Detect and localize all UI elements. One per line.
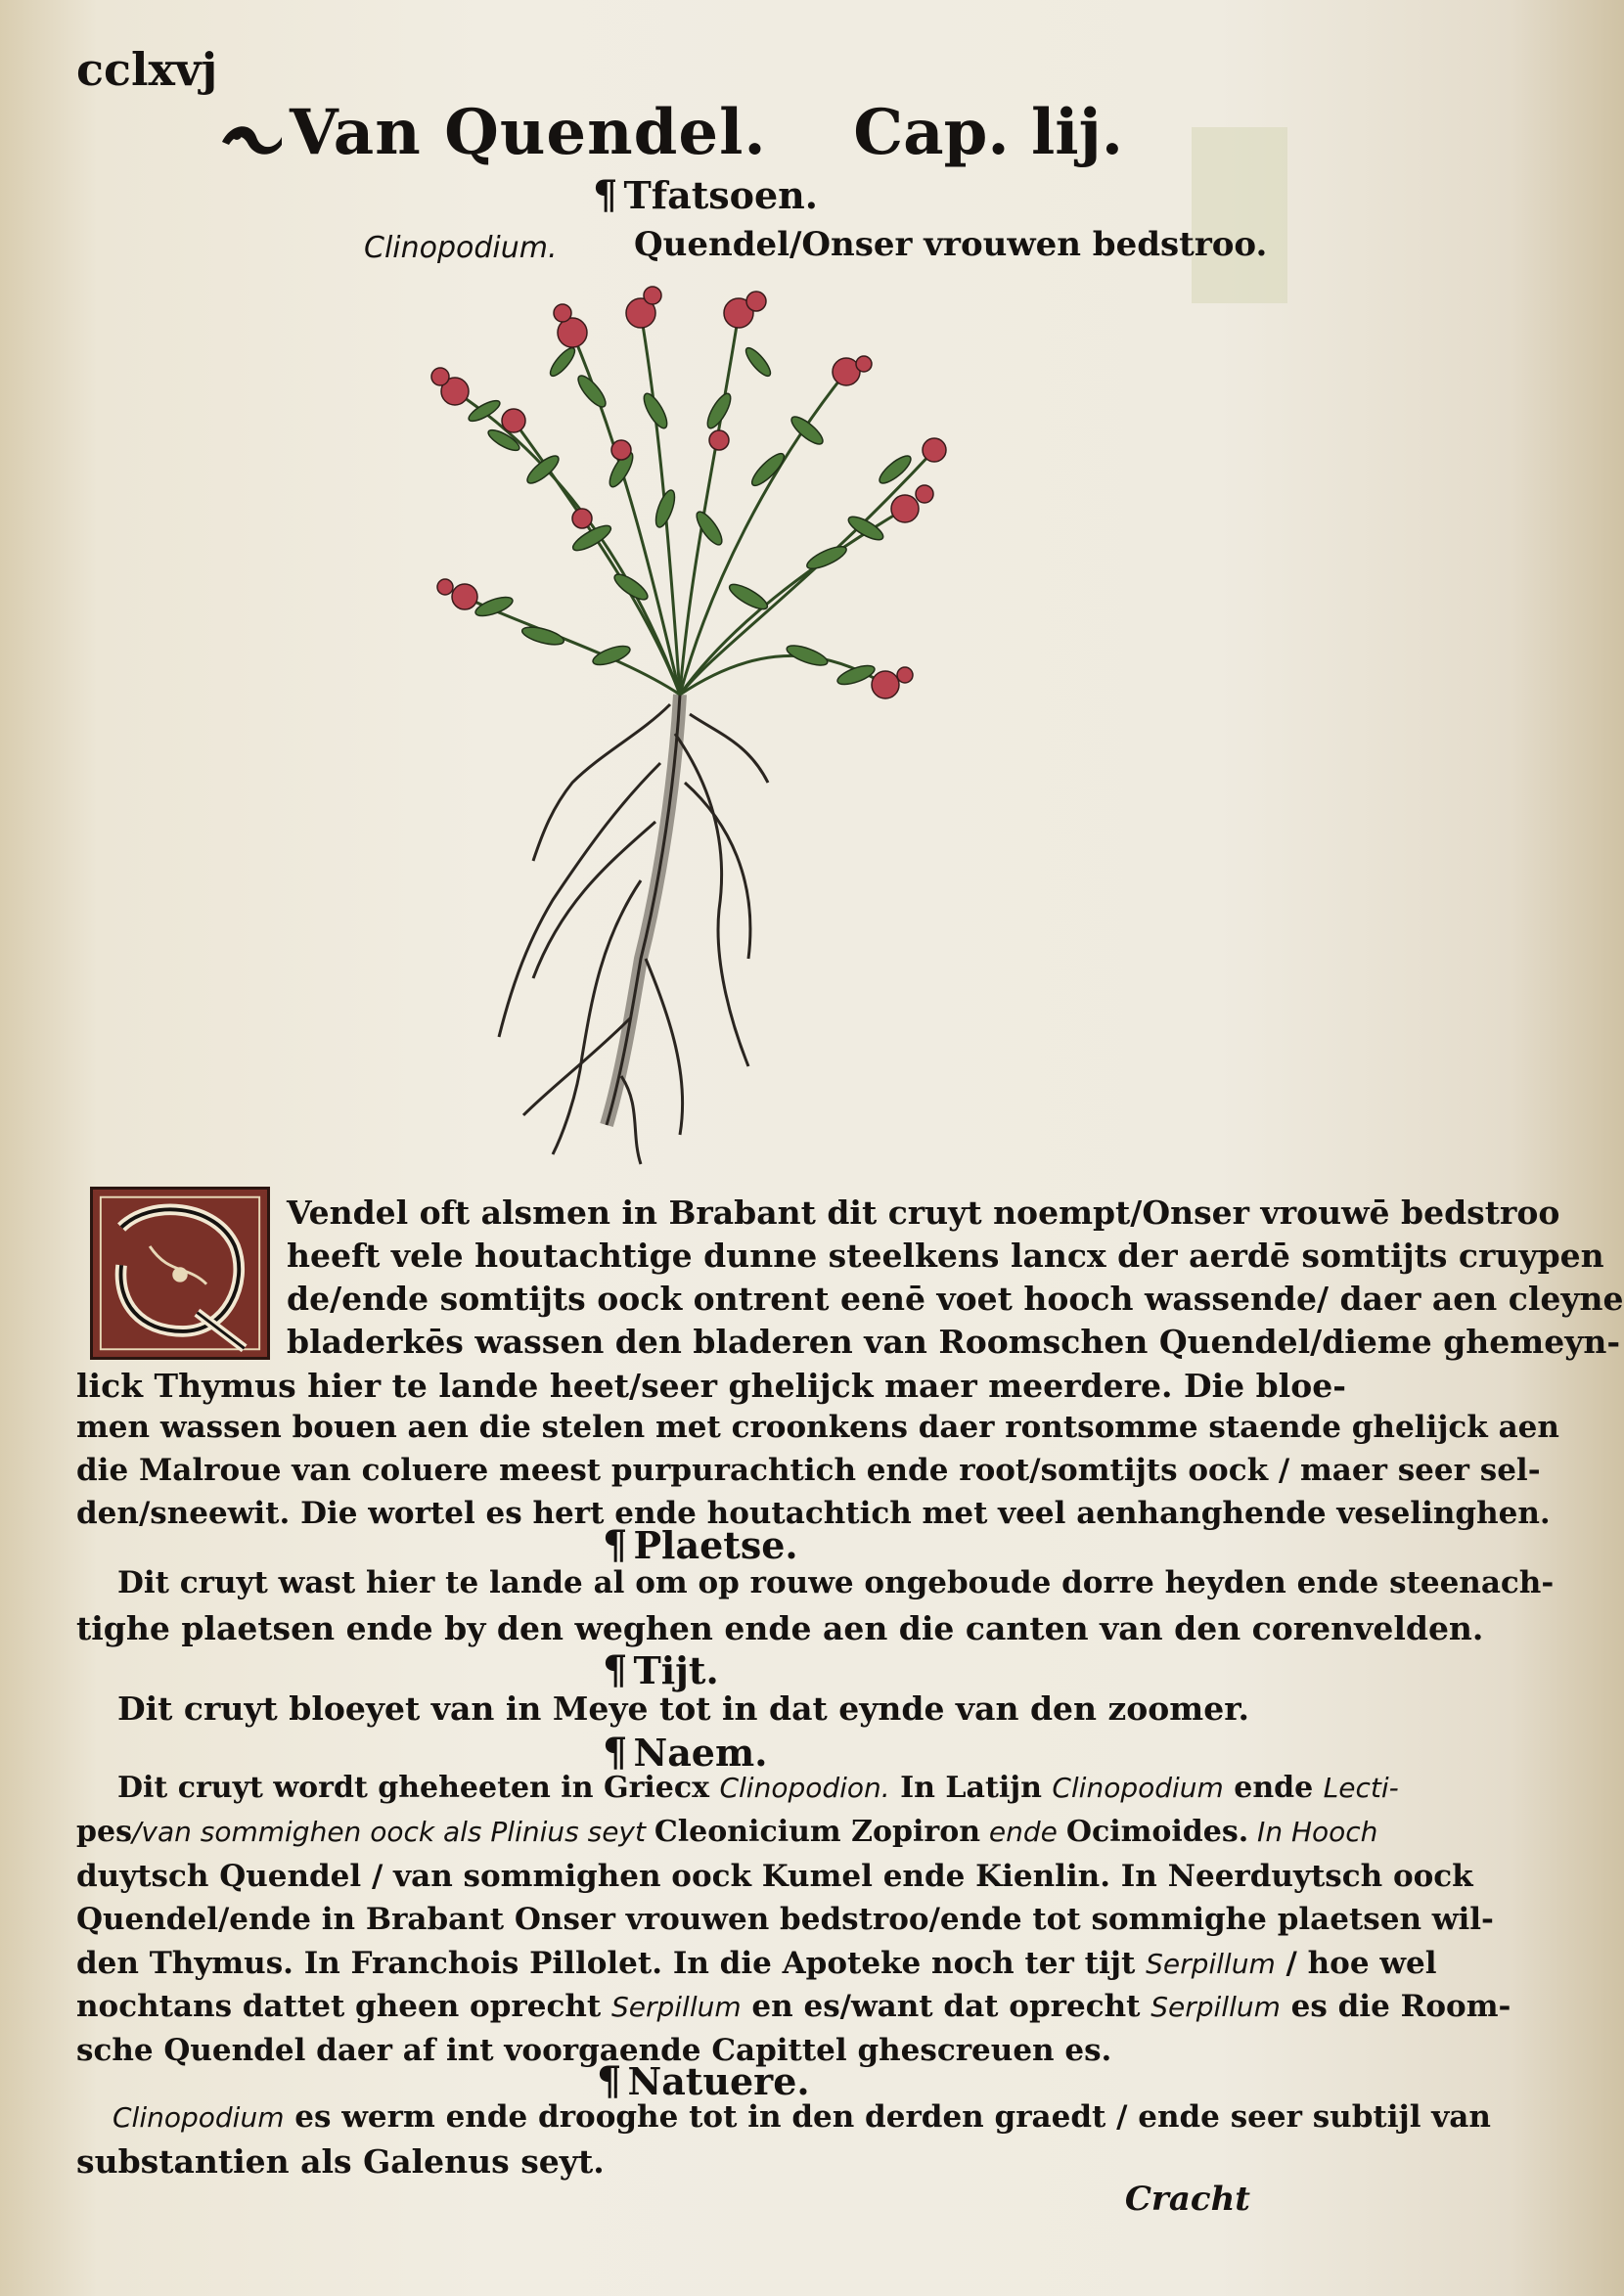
- naem-line: [76, 1859, 1473, 1894]
- plant-roots: [499, 695, 768, 1164]
- chapter-number: Cap. lij.: [853, 96, 1123, 169]
- fatsoen-line: men wassen bouen aen die stelen met croonkens daer rontsomme staende ghelijck aen: [76, 1410, 1559, 1445]
- text-run: nochtans dattet gheen oprecht: [76, 1989, 611, 2024]
- naem-line: [76, 2033, 1111, 2068]
- latin-term: Clinopodion.: [719, 1772, 890, 1804]
- text-run: den Thymus. In Franchois Pillolet. In die Apoteke noch ter tijt: [76, 1946, 1147, 1981]
- fatsoen-line: de/ende somtijts oock ontrent eenē voet hooch wassende/ daer aen cleyne: [287, 1280, 1624, 1318]
- title-fleuron-icon: [217, 117, 286, 158]
- text-run: Ocimoides.: [1065, 1815, 1249, 1849]
- latin-term: Lecti-: [1323, 1772, 1399, 1804]
- latin-term: ende: [980, 1816, 1066, 1848]
- latin-term: Serpillum: [1150, 1991, 1281, 2023]
- section-heading-fatsoen: [593, 172, 818, 218]
- text-run: In Latijn: [889, 1771, 1053, 1805]
- naem-line: [76, 1902, 1494, 1937]
- latin-term: /van sommighen oock als Plinius seyt: [131, 1816, 654, 1848]
- text-run: substantien als Galenus seyt.: [76, 2142, 605, 2181]
- pilcrow-icon: ¶: [603, 1522, 628, 1568]
- fatsoen-line: den/sneewit. Die wortel es hert ende houtachtich met veel aenhanghende veselinghen.: [76, 1496, 1551, 1531]
- text-run: duytsch Quendel / van sommighen oock Kumel ende Kienlin. In Neerduytsch oock: [76, 1859, 1473, 1894]
- naem-line: [117, 1771, 1399, 1805]
- thyme-woodcut-illustration: [396, 274, 983, 1179]
- text-run: Quendel/ende in Brabant Onser vrouwen bedstroo/ende tot sommighe plaetsen wil-: [76, 1902, 1494, 1937]
- natuere-line: [76, 2142, 605, 2181]
- decorated-initial-q: [90, 1187, 270, 1360]
- plant-leaves: [466, 344, 914, 688]
- fatsoen-line: Vendel oft alsmen in Brabant dit cruyt noempt/Onser vrouwē bedstroo: [287, 1193, 1560, 1232]
- fatsoen-line: die Malroue van coluere meest purpurachtich ende root/somtijts oock / maer seer sel-: [76, 1453, 1541, 1488]
- figure-latin-label: Clinopodium.: [364, 231, 558, 265]
- latin-term: Serpillum: [610, 1991, 742, 2023]
- pilcrow-icon: ¶: [593, 172, 618, 218]
- section-heading-plaetse: [603, 1522, 798, 1568]
- section-heading-label: Plaetse.: [633, 1523, 798, 1567]
- text-run: ende: [1223, 1771, 1324, 1805]
- tijt-line: Dit cruyt bloeyet van in Meye tot in dat eynde van den zoomer.: [117, 1689, 1250, 1728]
- fatsoen-line: bladerkēs wassen den bladeren van Roomschen Quendel/dieme ghemeyn-: [287, 1323, 1621, 1361]
- naem-line: [76, 1946, 1437, 1981]
- pilcrow-icon: ¶: [597, 2058, 622, 2104]
- naem-line: [76, 1815, 1377, 1849]
- text-run: Cleonicium Zopiron: [654, 1815, 981, 1849]
- catchword: Cracht: [1124, 2180, 1250, 2219]
- initial-q-icon: [93, 1190, 267, 1357]
- section-heading-naem: [603, 1730, 767, 1776]
- latin-term: In Hooch: [1248, 1816, 1378, 1848]
- text-run: sche Quendel daer af int voorgaende Capittel ghescreuen es.: [76, 2033, 1112, 2068]
- section-heading-natuere: [597, 2058, 810, 2104]
- section-heading-label: Naem.: [633, 1731, 768, 1775]
- natuere-line: [113, 2099, 1491, 2135]
- section-heading-tijt: [603, 1647, 719, 1693]
- folio-number: cclxvj: [76, 43, 218, 96]
- adjacent-page-edge: [1192, 127, 1287, 303]
- fatsoen-line: lick Thymus hier te lande heet/seer ghelijck maer meerdere. Die bloe-: [76, 1367, 1346, 1405]
- text-run: / hoe wel: [1275, 1946, 1437, 1981]
- figure-vernacular-label: Quendel/Onser vrouwen bedstroo.: [634, 225, 1268, 264]
- plant-flowers: [431, 287, 946, 698]
- naem-line: [76, 1989, 1511, 2024]
- section-heading-label: Natuere.: [627, 2059, 810, 2103]
- fatsoen-line: heeft vele houtachtige dunne steelkens lancx der aerdē somtijts cruypen: [287, 1237, 1604, 1275]
- text-run: es werm ende drooghe tot in den derden graedt / ende seer subtijl van: [284, 2099, 1491, 2135]
- latin-term: Serpillum: [1146, 1948, 1276, 1980]
- section-heading-label: Tijt.: [633, 1648, 719, 1692]
- pilcrow-icon: ¶: [603, 1647, 628, 1693]
- chapter-title: Van Quendel.: [290, 96, 767, 169]
- text-run: en es/want dat oprecht: [741, 1989, 1151, 2024]
- latin-term: Clinopodium: [1052, 1772, 1224, 1804]
- plaetse-line: Dit cruyt wast hier te lande al om op rouwe ongeboude dorre heyden ende steenach-: [117, 1565, 1555, 1600]
- text-run: pes: [76, 1815, 132, 1849]
- text-run: Dit cruyt wordt gheheeten in Griecx: [117, 1771, 720, 1805]
- plaetse-line: tighe plaetsen ende by den weghen ende aen die canten van den corenvelden.: [76, 1609, 1484, 1647]
- section-heading-label: Tfatsoen.: [623, 173, 819, 217]
- pilcrow-icon: ¶: [603, 1730, 628, 1776]
- latin-term: Clinopodium: [113, 2101, 285, 2134]
- text-run: es die Room-: [1280, 1989, 1511, 2024]
